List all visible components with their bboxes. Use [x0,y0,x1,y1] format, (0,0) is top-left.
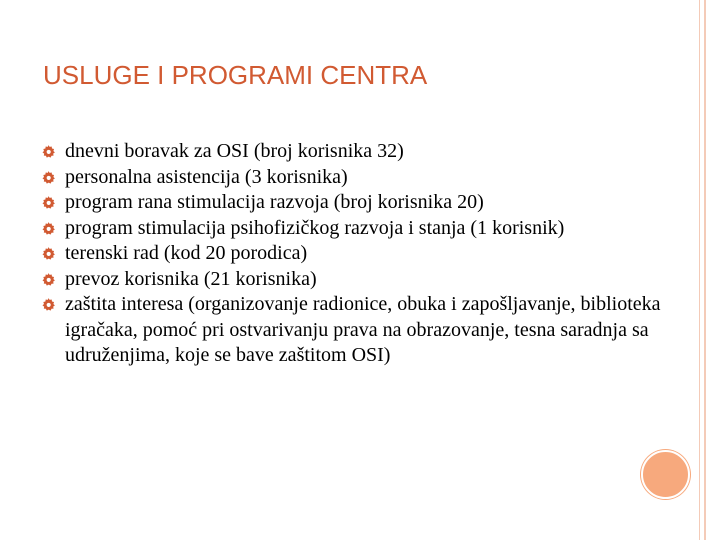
gear-icon [41,144,56,159]
gear-icon [41,246,56,261]
gear-icon [41,221,56,236]
list-item [40,267,690,293]
list-item [40,139,690,165]
list-item [40,241,690,267]
list-item-text: program rana stimulacija razvoja (broj korisnika 20) [65,191,484,213]
slide-title: USLUGE I PROGRAMI CENTRA [43,60,428,90]
list-item [40,216,690,242]
list-item-text: personalna asistencija (3 korisnika) [65,165,348,188]
gear-icon [41,272,56,287]
gear-icon [41,170,56,185]
gear-icon [41,195,56,210]
gear-icon [41,297,56,312]
list-item-text: program stimulacija psihofizičkog razvoja i stanja (1 korisnik) [65,216,565,239]
list-item [40,190,690,216]
list-item [40,165,690,191]
list-item-text: terenski rad (kod 20 porodica) [65,242,308,264]
list-item-text: zaštita interesa (organizovanje radionice, obuka i zapošljavanje, biblioteka igračaka, pomoć pri ostvarivanju prava na obrazovanje, tesna saradnja sa udruženjima, koje se bave zaštitom OSI) [65,293,661,366]
decorative-circle [641,450,690,499]
list-item [40,292,690,369]
list-item-text: dnevni boravak za OSI (broj korisnika 32) [65,140,404,162]
services-list [40,139,690,369]
list-item-text: prevoz korisnika (21 korisnika) [65,267,317,290]
